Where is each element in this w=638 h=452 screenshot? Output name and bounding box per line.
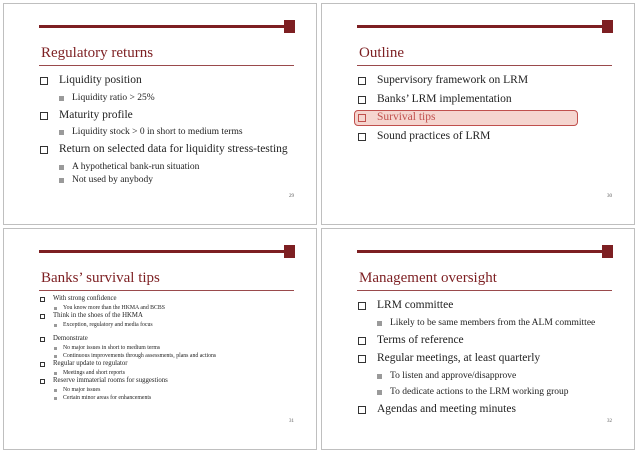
filled-square-bullet-icon bbox=[54, 307, 57, 310]
sub-bullet-item bbox=[40, 161, 294, 174]
bullet-text: Banks’ LRM implementation bbox=[377, 92, 512, 105]
sub-bullet-item bbox=[40, 352, 294, 360]
bullet-item bbox=[40, 73, 294, 89]
title-divider bbox=[39, 290, 294, 291]
bullet-text: Terms of reference bbox=[377, 333, 464, 346]
square-bullet-icon bbox=[40, 362, 45, 367]
bullet-text: Liquidity position bbox=[59, 74, 142, 86]
filled-square-bullet-icon bbox=[54, 389, 57, 392]
sub-bullet-item bbox=[40, 344, 294, 352]
sub-bullet-item bbox=[40, 126, 294, 139]
sub-bullet-text: Continuous improvements through assessments, plans and actions bbox=[63, 353, 217, 359]
filled-square-bullet-icon bbox=[54, 324, 57, 327]
sub-bullet-item bbox=[40, 394, 294, 402]
sub-bullet-text: Liquidity ratio > 25% bbox=[72, 92, 155, 103]
filled-square-bullet-icon bbox=[377, 390, 382, 395]
square-bullet-icon bbox=[358, 406, 366, 414]
square-bullet-icon bbox=[40, 314, 45, 319]
square-bullet-icon bbox=[40, 77, 48, 85]
sub-bullet-text: A hypothetical bank-run situation bbox=[72, 161, 200, 172]
bullet-item bbox=[40, 295, 294, 304]
square-bullet-icon bbox=[40, 297, 45, 302]
filled-square-bullet-icon bbox=[54, 355, 57, 358]
sub-bullet-item bbox=[358, 386, 612, 399]
bullet-text: Think in the shoes of the HKMA bbox=[53, 312, 143, 319]
bullet-item bbox=[40, 312, 294, 321]
sub-bullet-text: Not used by anybody bbox=[72, 174, 154, 185]
sub-bullet-text: Liquidity stock > 0 in short to medium terms bbox=[72, 127, 243, 137]
sub-bullet-text: You know more than the HKMA and BCBS bbox=[63, 304, 165, 311]
slide-title: Outline bbox=[359, 45, 404, 61]
sub-bullet-text: No major issues in short to medium terms bbox=[63, 344, 161, 351]
bullet-item bbox=[40, 377, 294, 386]
sub-bullet-item bbox=[40, 304, 294, 312]
square-bullet-icon bbox=[358, 302, 366, 310]
sub-bullet-item bbox=[40, 321, 294, 329]
title-divider bbox=[39, 65, 294, 66]
slide-number: 31 bbox=[289, 419, 294, 424]
filled-square-bullet-icon bbox=[54, 372, 57, 375]
square-bullet-icon bbox=[40, 379, 45, 384]
bullet-item bbox=[358, 129, 612, 145]
filled-square-bullet-icon bbox=[54, 347, 57, 350]
title-decoration bbox=[357, 20, 613, 34]
title-divider bbox=[357, 290, 612, 291]
square-bullet-icon bbox=[40, 112, 48, 120]
bullet-text: LRM committee bbox=[377, 299, 454, 311]
slide-number: 32 bbox=[607, 419, 612, 424]
slide-content bbox=[358, 295, 612, 417]
sub-bullet-item bbox=[358, 317, 612, 330]
square-bullet-icon bbox=[358, 355, 366, 363]
bullet-text: Regular meetings, at least quarterly bbox=[377, 352, 541, 364]
sub-bullet-text: Certain minor areas for enhancements bbox=[63, 395, 152, 402]
filled-square-bullet-icon bbox=[377, 321, 382, 326]
bullet-text: Survival tips bbox=[377, 111, 436, 123]
bullet-text: Return on selected data for liquidity stress-testing bbox=[59, 143, 288, 155]
slide-regulatory-returns[interactable] bbox=[3, 3, 317, 225]
filled-square-bullet-icon bbox=[377, 374, 382, 379]
sub-bullet-item bbox=[40, 369, 294, 377]
sub-bullet-text: Exception, regulatory and media focus bbox=[63, 321, 153, 328]
square-bullet-icon bbox=[358, 114, 366, 122]
filled-square-bullet-icon bbox=[54, 397, 57, 400]
bullet-item bbox=[358, 298, 612, 314]
bullet-item bbox=[358, 402, 612, 418]
title-decoration bbox=[39, 20, 295, 34]
filled-square-bullet-icon bbox=[59, 96, 64, 101]
square-bullet-icon bbox=[358, 96, 366, 104]
bullet-item bbox=[358, 351, 612, 367]
bullet-text: Reserve immaterial rooms for suggestions bbox=[53, 377, 168, 385]
sub-bullet-text: No major issues bbox=[63, 387, 101, 393]
slide-number: 29 bbox=[289, 194, 294, 199]
sub-bullet-text: Meetings and short reports bbox=[63, 370, 125, 376]
sub-bullet-text: To listen and approve/disapprove bbox=[390, 370, 517, 381]
slide-outline[interactable] bbox=[321, 3, 635, 225]
slide-content bbox=[40, 295, 294, 403]
slide-number: 30 bbox=[607, 194, 612, 199]
bullet-text: Agendas and meeting minutes bbox=[377, 402, 516, 415]
bullet-text: Sound practices of LRM bbox=[377, 129, 491, 142]
square-bullet-icon bbox=[358, 133, 366, 141]
filled-square-bullet-icon bbox=[59, 178, 64, 183]
slide-banks-survival-tips[interactable] bbox=[3, 228, 317, 450]
square-bullet-icon bbox=[40, 146, 48, 154]
slide-management-oversight[interactable] bbox=[321, 228, 635, 450]
square-bullet-icon bbox=[358, 337, 366, 345]
slide-content bbox=[358, 70, 612, 144]
bullet-text: Maturity profile bbox=[59, 108, 133, 121]
sub-bullet-item bbox=[40, 386, 294, 394]
title-decoration bbox=[357, 245, 613, 259]
bullet-item bbox=[40, 335, 294, 344]
sub-bullet-text: To dedicate actions to the LRM working group bbox=[390, 386, 569, 397]
bullet-item bbox=[40, 108, 294, 124]
bullet-text: With strong confidence bbox=[53, 295, 117, 302]
bullet-item bbox=[40, 142, 294, 158]
bullet-item bbox=[358, 73, 612, 89]
filled-square-bullet-icon bbox=[59, 130, 64, 135]
filled-square-bullet-icon bbox=[59, 165, 64, 170]
bullet-item bbox=[40, 360, 294, 369]
sub-bullet-text: Likely to be same members from the ALM committee bbox=[390, 317, 596, 328]
slide-title: Management oversight bbox=[359, 270, 497, 286]
bullet-item bbox=[358, 333, 612, 349]
sub-bullet-item bbox=[40, 92, 294, 105]
slide-title: Banks’ survival tips bbox=[41, 270, 160, 286]
slide-content bbox=[40, 70, 294, 187]
sub-bullet-item bbox=[40, 174, 294, 187]
slide-title: Regulatory returns bbox=[41, 45, 154, 61]
bullet-text: Demonstrate bbox=[53, 335, 88, 342]
sub-bullet-item bbox=[358, 370, 612, 383]
square-bullet-icon bbox=[40, 337, 45, 342]
bullet-text: Supervisory framework on LRM bbox=[377, 74, 529, 86]
title-decoration bbox=[39, 245, 295, 259]
title-divider bbox=[357, 65, 612, 66]
bullet-text: Regular update to regulator bbox=[53, 360, 128, 368]
square-bullet-icon bbox=[358, 77, 366, 85]
bullet-item bbox=[358, 92, 612, 108]
bullet-item-highlighted bbox=[358, 110, 612, 126]
